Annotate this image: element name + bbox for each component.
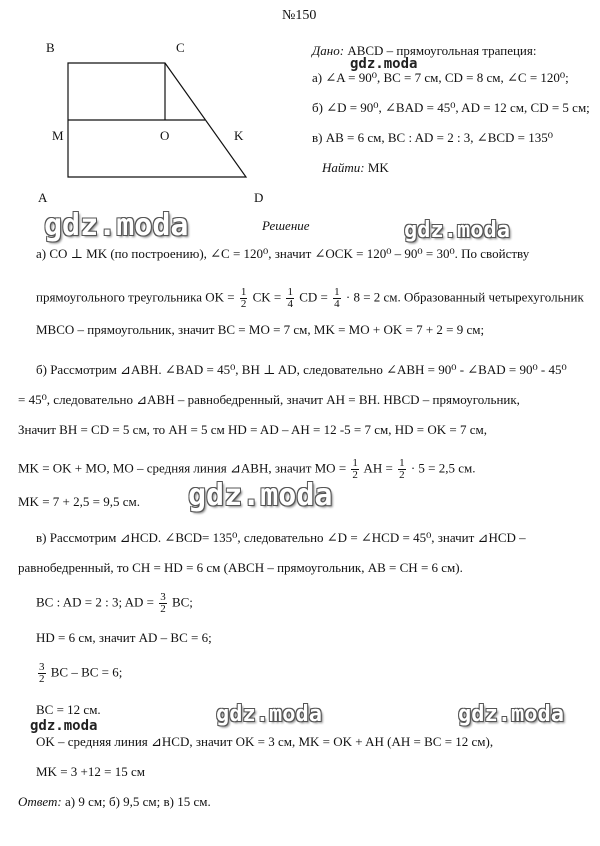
frac-num: 1 [334,286,340,298]
frac-num: 3 [160,591,166,603]
a2-mid1: CK = [252,289,282,305]
frac-num: 3 [39,661,45,673]
solution-a3: MBCO – прямоугольник, значит BC = MO = 7 см, MK = MO + OK = 7 + 2 = 9 см; [36,322,485,337]
watermark-6: gdz.moda [30,718,98,734]
dano-text: ABCD – прямоугольная трапеция: [347,43,537,58]
find-text: MK [367,160,389,175]
b4-post: · 5 = 2,5 см. [410,460,476,476]
solution-heading: Решение [262,218,310,233]
solution-c6: BC = 12 см. [36,702,101,717]
solution-b3: Значит BH = CD = 5 см, то AH = 5 см HD = AD – AH = 12 -5 = 7 см, HD = OK = 7 см, [18,422,487,437]
find-label: Найти: [322,160,365,175]
watermark-2: gdz.moda [404,218,510,243]
fraction-3-2a [159,592,167,615]
solution-b5: MK = 7 + 2,5 = 9,5 см. [18,494,140,509]
given-a: а) ∠A = 90⁰, BC = 7 см, CD = 8 см, ∠C = 120⁰; [312,70,569,85]
watermark-4: gdz.moda [216,702,322,727]
solution-b2: = 45⁰, следовательно ⊿ABH – равнобедренный, значит AH = BH. HBCD – прямоугольник, [18,392,520,407]
label-k: K [234,128,244,143]
solution-c1: в) Рассмотрим ⊿HCD. ∠BCD= 135⁰, следовательно ∠D = ∠HCD = 45⁰, значит ⊿HCD – [36,530,526,545]
label-a: A [38,190,48,205]
answer-text: а) 9 см; б) 9,5 см; в) 15 см. [65,794,211,809]
solution-b4 [18,458,475,481]
label-m: M [52,128,64,143]
frac-den: 2 [352,469,358,481]
c3-post: BC; [171,594,193,610]
frac-den: 4 [334,298,340,310]
a2-post: · 8 = 2 см. Образованный четырехугольник [345,289,584,305]
fraction-1-2c [398,458,406,481]
frac-den: 2 [399,469,405,481]
solution-c5 [36,662,122,685]
solution-c7: OK – средняя линия ⊿HCD, значит OK = 3 см, MK = OK + AH (AH = BC = 12 см), [36,734,494,749]
solution-a1: а) CO ⊥ MK (по построению), ∠C = 120⁰, значит ∠OCK = 120⁰ – 90⁰ = 30⁰. По свойству [36,246,530,261]
label-b: B [46,40,55,55]
watermark-1: gdz.moda [44,208,189,243]
fraction-1-4b [333,287,341,310]
frac-den: 2 [240,298,247,310]
given-header [312,43,536,58]
solution-c2: равнобедренный, то CH = HD = 6 см (ABCH – прямоугольник, AB = CH = 6 см). [18,560,463,575]
frac-den: 2 [39,673,45,685]
solution-b1: б) Рассмотрим ⊿ABH. ∠BAD = 45⁰, BH ⊥ AD, следовательно ∠ABH = 90⁰ - ∠BAD = 90⁰ - 45⁰ [36,362,567,377]
frac-num: 1 [287,286,293,298]
watermark-small: gdz.moda [350,56,418,72]
problem-number: №150 [282,8,317,23]
label-c: C [176,40,185,55]
a2-mid2: CD = [299,289,328,305]
a2-pre: прямоугольного треугольника OK = [36,289,235,305]
solution-a2 [36,287,584,310]
b4-mid: AH = [363,460,393,476]
given-b: б) ∠D = 90⁰, ∠BAD = 45⁰, AD = 12 см, CD = 5 см; [312,100,590,115]
answer-line [18,794,211,809]
answer-label: Ответ: [18,794,62,809]
solution-c3 [36,592,193,615]
frac-den: 4 [287,298,293,310]
label-d: D [254,190,264,205]
frac-num: 1 [352,457,358,469]
frac-den: 2 [160,603,166,615]
label-o: O [160,128,170,143]
watermark-3: gdz.moda [188,478,333,513]
fraction-1-2 [240,287,248,310]
solution-c4: HD = 6 см, значит AD – BC = 6; [36,630,212,645]
solution-c8: MK = 3 +12 = 15 см [36,764,145,779]
find-line [322,160,389,175]
dano-label: Дано: [312,43,345,58]
frac-num: 1 [399,457,405,469]
watermark-5: gdz.moda [458,702,564,727]
b4-pre: MK = OK + MO, MO – средняя линия ⊿ABH, значит MO = [18,460,347,476]
fraction-1-4a [286,287,294,310]
fraction-3-2b [38,662,46,685]
c3-pre: BC : AD = 2 : 3; AD = [36,594,154,610]
frac-num: 1 [240,286,247,298]
c5-post: BC – BC = 6; [50,664,123,680]
fraction-1-2b [351,458,359,481]
given-c: в) AB = 6 см, BC : AD = 2 : 3, ∠BCD = 135⁰ [312,130,553,145]
